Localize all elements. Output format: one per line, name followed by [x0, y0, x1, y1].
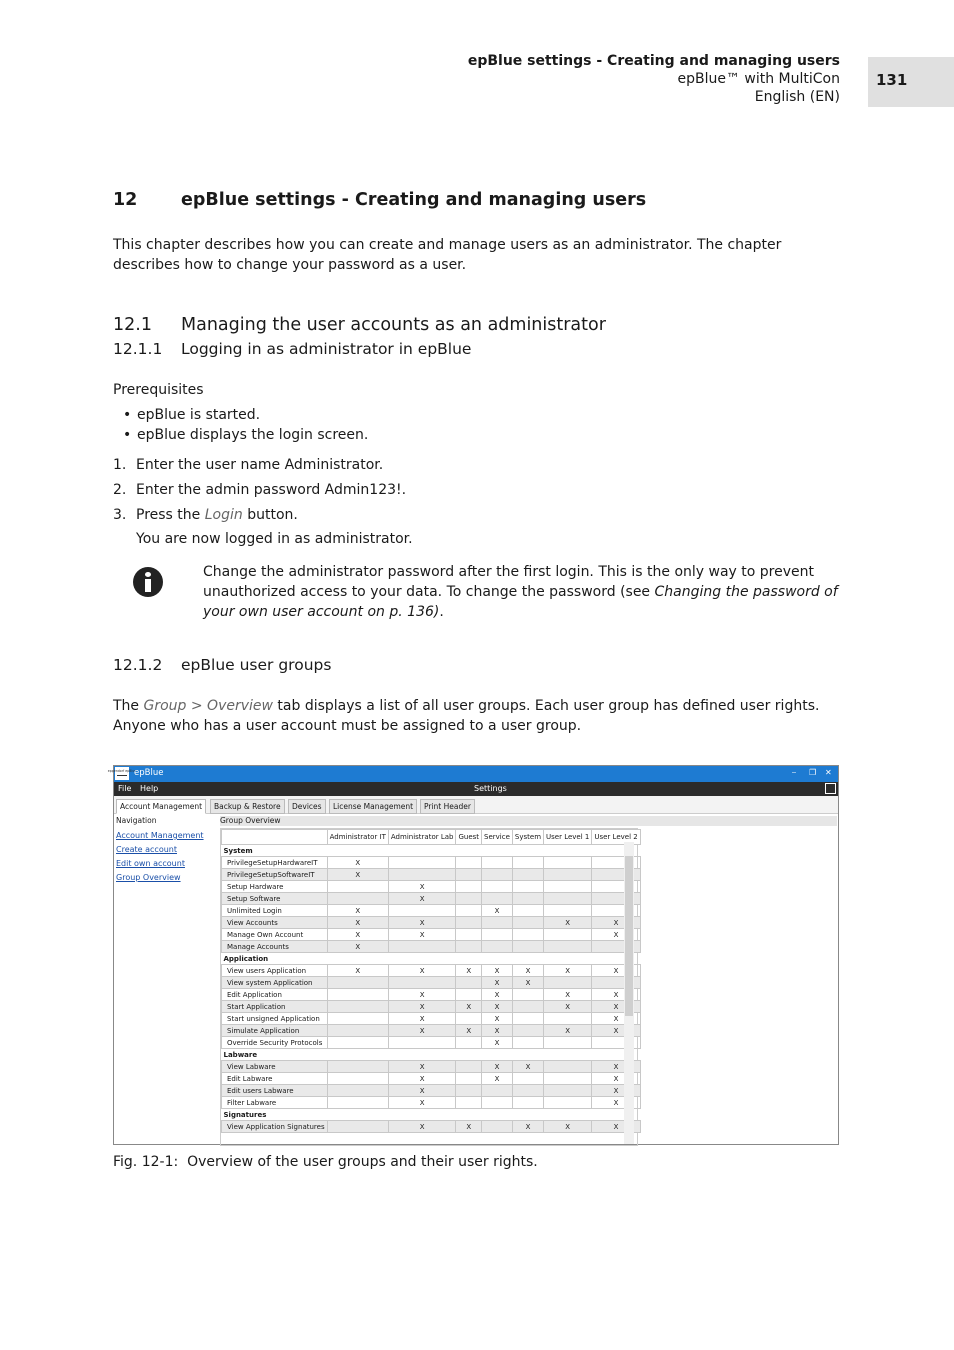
right-cell: [456, 1061, 482, 1073]
right-cell: X: [482, 905, 513, 917]
right-cell: [482, 1085, 513, 1097]
section-row: [222, 953, 641, 965]
right-cell: [482, 869, 513, 881]
right-cell: X: [388, 1085, 456, 1097]
logo-rule: [117, 775, 127, 776]
right-cell: X: [592, 1025, 640, 1037]
right-cell: [456, 1073, 482, 1085]
section-label: Signatures: [223, 1110, 267, 1119]
right-cell: X: [482, 1073, 513, 1085]
right-cell: [327, 1121, 388, 1133]
right-label: PrivilegeSetupHardwareIT: [222, 857, 328, 869]
section-label: System: [223, 846, 253, 855]
right-cell: X: [592, 965, 640, 977]
table-row: [222, 929, 641, 941]
right-cell: X: [482, 1013, 513, 1025]
right-cell: X: [592, 917, 640, 929]
column-header[interactable]: User Level 1: [544, 830, 592, 845]
section-number: 12.1.1: [113, 340, 163, 358]
prerequisites-label: Prerequisites: [113, 382, 204, 398]
right-cell: [512, 1013, 543, 1025]
bullet-text: epBlue displays the login screen.: [137, 427, 369, 443]
bullet-text: epBlue is started.: [137, 407, 261, 423]
tab-license-management[interactable]: License Management: [329, 799, 417, 814]
table-row: [222, 1121, 641, 1133]
right-cell: [456, 941, 482, 953]
right-cell: X: [456, 1121, 482, 1133]
settings-title: Settings: [474, 784, 507, 793]
scrollbar-thumb[interactable]: [625, 856, 633, 1016]
right-label: Setup Software: [222, 893, 328, 905]
close-icon[interactable]: ✕: [825, 768, 832, 777]
column-header[interactable]: Guest: [456, 830, 482, 845]
right-cell: X: [592, 1001, 640, 1013]
table-row: [222, 989, 641, 1001]
tab-devices[interactable]: Devices: [288, 799, 326, 814]
column-header[interactable]: System: [512, 830, 543, 845]
right-cell: [512, 893, 543, 905]
right-cell: X: [327, 929, 388, 941]
table-row: [222, 1001, 641, 1013]
app-title: epBlue: [134, 768, 164, 778]
table-scrollbar[interactable]: [624, 842, 634, 1144]
group-overview-ref: Group > Overview: [143, 698, 273, 714]
right-cell: X: [327, 965, 388, 977]
right-cell: [512, 941, 543, 953]
right-cell: [482, 917, 513, 929]
right-cell: X: [482, 965, 513, 977]
tab-backup-restore[interactable]: Backup & Restore: [210, 799, 285, 814]
right-cell: [327, 1061, 388, 1073]
table-row: [222, 905, 641, 917]
right-cell: X: [482, 1025, 513, 1037]
step-text: button.: [242, 507, 298, 523]
right-cell: [456, 977, 482, 989]
right-label: Manage Accounts: [222, 941, 328, 953]
chapter-title: epBlue settings - Creating and managing users: [181, 190, 647, 210]
table-row: [222, 1085, 641, 1097]
right-cell: X: [327, 857, 388, 869]
right-label: Unlimited Login: [222, 905, 328, 917]
section-title: Logging in as administrator in epBlue: [181, 340, 472, 358]
right-cell: [388, 977, 456, 989]
table-row: [222, 881, 641, 893]
right-cell: [388, 941, 456, 953]
table-row: [222, 1013, 641, 1025]
step-2: 2. Enter the admin password Admin123!.: [113, 482, 407, 498]
table-row: [222, 1061, 641, 1073]
right-cell: X: [482, 1001, 513, 1013]
right-cell: X: [592, 1085, 640, 1097]
right-cell: X: [388, 893, 456, 905]
figure-caption: [113, 1154, 538, 1170]
right-cell: [544, 869, 592, 881]
right-cell: [456, 1037, 482, 1049]
running-header: [468, 52, 840, 106]
right-cell: X: [544, 917, 592, 929]
right-cell: [327, 1085, 388, 1097]
right-cell: [456, 869, 482, 881]
step-text: Enter the admin password Admin123!.: [136, 482, 407, 498]
right-cell: [456, 1013, 482, 1025]
section-12-1-1-heading: [113, 340, 471, 358]
right-cell: X: [512, 965, 543, 977]
right-cell: [512, 1085, 543, 1097]
right-label: View Labware: [222, 1061, 328, 1073]
right-cell: X: [544, 1025, 592, 1037]
right-cell: [456, 857, 482, 869]
right-cell: [512, 1037, 543, 1049]
rights-table: [221, 829, 641, 1133]
right-label: PrivilegeSetupSoftwareIT: [222, 869, 328, 881]
right-cell: [456, 905, 482, 917]
right-cell: X: [592, 989, 640, 1001]
right-cell: X: [592, 1073, 640, 1085]
right-label: Edit Application: [222, 989, 328, 1001]
section-12-1-2-heading: [113, 656, 331, 674]
right-cell: [482, 1121, 513, 1133]
right-cell: [327, 881, 388, 893]
right-cell: [544, 977, 592, 989]
caption-label: Fig. 12-1:: [113, 1154, 179, 1170]
right-cell: [327, 1073, 388, 1085]
right-cell: [544, 941, 592, 953]
table-row: [222, 965, 641, 977]
section-row: [222, 1049, 641, 1061]
section-12-1-heading: [113, 315, 606, 335]
column-header[interactable]: Administrator Lab: [388, 830, 456, 845]
right-cell: [512, 881, 543, 893]
right-cell: [512, 905, 543, 917]
right-cell: [544, 1037, 592, 1049]
right-cell: [327, 1013, 388, 1025]
right-cell: X: [482, 1037, 513, 1049]
right-cell: [327, 893, 388, 905]
right-cell: X: [327, 941, 388, 953]
table-row: [222, 1025, 641, 1037]
right-cell: X: [327, 869, 388, 881]
nav-edit-own-account[interactable]: Edit own account: [116, 859, 185, 868]
right-cell: [482, 857, 513, 869]
right-cell: [456, 989, 482, 1001]
right-cell: [456, 917, 482, 929]
right-cell: [512, 869, 543, 881]
right-cell: X: [327, 917, 388, 929]
menu-file[interactable]: File: [118, 784, 132, 793]
right-cell: X: [482, 977, 513, 989]
right-cell: X: [592, 1121, 640, 1133]
step-result: You are now logged in as administrator.: [136, 531, 413, 547]
right-cell: [544, 1073, 592, 1085]
right-cell: X: [544, 989, 592, 1001]
section-row: [222, 1109, 641, 1121]
restore-icon[interactable]: ❐: [809, 768, 817, 777]
right-cell: [544, 1097, 592, 1109]
right-cell: X: [388, 1001, 456, 1013]
right-cell: X: [456, 965, 482, 977]
login-button-ref: Login: [204, 507, 243, 523]
right-label: Simulate Application: [222, 1025, 328, 1037]
right-label: Manage Own Account: [222, 929, 328, 941]
right-cell: X: [327, 905, 388, 917]
right-cell: [388, 857, 456, 869]
right-cell: X: [482, 1061, 513, 1073]
right-cell: [512, 1025, 543, 1037]
header-cell: [222, 830, 328, 845]
section-label: Application: [223, 954, 269, 963]
navigation-heading: Navigation: [116, 816, 157, 825]
bullet-item: • epBlue displays the login screen.: [123, 427, 369, 443]
right-label: Edit users Labware: [222, 1085, 328, 1097]
table-header-row: [222, 830, 641, 845]
right-cell: X: [388, 1097, 456, 1109]
right-cell: X: [592, 1097, 640, 1109]
right-cell: X: [388, 1025, 456, 1037]
table-row: [222, 977, 641, 989]
right-cell: [544, 857, 592, 869]
para-text: The: [113, 698, 144, 714]
right-label: View users Application: [222, 965, 328, 977]
right-label: Start unsigned Application: [222, 1013, 328, 1025]
right-cell: X: [388, 1013, 456, 1025]
right-cell: [512, 1001, 543, 1013]
menu-bar: [114, 782, 838, 796]
logo-text: eppendorf epBlue: [107, 769, 137, 773]
right-cell: X: [592, 929, 640, 941]
right-cell: X: [388, 989, 456, 1001]
right-cell: [482, 941, 513, 953]
right-cell: [544, 893, 592, 905]
right-label: Edit Labware: [222, 1073, 328, 1085]
rights-table-container: [220, 828, 638, 1146]
right-cell: X: [544, 965, 592, 977]
table-row: [222, 1037, 641, 1049]
right-cell: [327, 1001, 388, 1013]
right-cell: [512, 1073, 543, 1085]
menu-help[interactable]: Help: [140, 784, 159, 793]
right-cell: [512, 929, 543, 941]
step-text: Enter the user name Administrator.: [136, 457, 384, 473]
navigation-panel: [116, 816, 216, 887]
right-cell: X: [388, 1121, 456, 1133]
right-label: Override Security Protocols: [222, 1037, 328, 1049]
section-number: 12.1.2: [113, 656, 163, 674]
right-cell: X: [592, 1013, 640, 1025]
caption-text: Overview of the user groups and their user rights.: [187, 1154, 538, 1170]
info-icon: [133, 567, 163, 597]
note-link[interactable]: Changing the password of your own user account on p. 136): [203, 584, 838, 620]
right-cell: X: [388, 929, 456, 941]
right-cell: X: [512, 1061, 543, 1073]
table-row: [222, 893, 641, 905]
right-cell: [512, 917, 543, 929]
right-cell: X: [456, 1025, 482, 1037]
minimize-icon[interactable]: ⎯: [792, 768, 796, 777]
column-header[interactable]: User Level 2: [592, 830, 640, 845]
eppendorf-logo-mark: [107, 767, 137, 780]
right-cell: [544, 1061, 592, 1073]
right-cell: [544, 905, 592, 917]
right-cell: [544, 881, 592, 893]
nav-create-account[interactable]: Create account: [116, 845, 177, 854]
right-label: Filter Labware: [222, 1097, 328, 1109]
right-cell: [544, 1013, 592, 1025]
app-titlebar: [107, 766, 838, 782]
section-label: Labware: [223, 1050, 258, 1059]
right-label: View Application Signatures: [222, 1121, 328, 1133]
right-cell: [456, 1097, 482, 1109]
right-cell: X: [388, 881, 456, 893]
right-cell: [482, 929, 513, 941]
right-cell: [512, 857, 543, 869]
right-label: Start Application: [222, 1001, 328, 1013]
right-cell: [327, 1037, 388, 1049]
right-cell: [456, 1085, 482, 1097]
right-cell: [456, 929, 482, 941]
right-cell: X: [544, 1121, 592, 1133]
chapter-intro: This chapter describes how you can create and manage users as an administrator. The chapter describes how to change your password as a user.: [113, 237, 782, 273]
section-number: 12.1: [113, 315, 152, 335]
note-text: .: [439, 604, 444, 620]
right-label: View Accounts: [222, 917, 328, 929]
step-1: 1. Enter the user name Administrator.: [113, 457, 384, 473]
panel-icon[interactable]: [825, 783, 836, 794]
table-row: [222, 857, 641, 869]
section-title: Managing the user accounts as an administrator: [181, 315, 606, 335]
right-cell: [388, 869, 456, 881]
section-title: epBlue user groups: [181, 656, 332, 674]
right-cell: X: [512, 977, 543, 989]
nav-group-overview[interactable]: Group Overview: [116, 873, 181, 882]
right-cell: X: [456, 1001, 482, 1013]
group-overview-heading: Group Overview: [220, 816, 837, 826]
right-label: Setup Hardware: [222, 881, 328, 893]
right-cell: [456, 881, 482, 893]
right-cell: X: [544, 1001, 592, 1013]
right-cell: [512, 1097, 543, 1109]
right-cell: X: [388, 1073, 456, 1085]
right-cell: [544, 929, 592, 941]
para-text: tab displays a list of all user groups. Each user group has defined user rights. Anyone who has a user account must be assigned to a user group.: [113, 698, 820, 734]
groups-paragraph: [113, 696, 843, 736]
tab-account-management[interactable]: Account Management: [116, 799, 206, 814]
epblue-settings-screenshot: [107, 765, 839, 1145]
right-cell: X: [388, 1061, 456, 1073]
right-cell: X: [592, 1061, 640, 1073]
bullet-item: • epBlue is started.: [123, 407, 261, 423]
table-row: [222, 941, 641, 953]
right-cell: X: [388, 917, 456, 929]
chapter-heading: [113, 190, 646, 210]
right-cell: [482, 881, 513, 893]
right-cell: [327, 977, 388, 989]
right-label: View system Application: [222, 977, 328, 989]
table-row: [222, 917, 641, 929]
right-cell: [544, 1085, 592, 1097]
header-title: epBlue settings - Creating and managing users: [467, 53, 840, 69]
note-text: Change the administrator password after the first login. This is the only way to prevent unauthorized access to your data. To change the password (see: [203, 564, 814, 600]
right-cell: [456, 893, 482, 905]
right-cell: [512, 989, 543, 1001]
settings-tabs: [114, 796, 838, 814]
right-cell: [327, 989, 388, 1001]
right-cell: [327, 1025, 388, 1037]
header-language: English (EN): [754, 89, 840, 105]
step-3: 3. Press the Login button.: [113, 507, 298, 523]
table-row: [222, 869, 641, 881]
header-product: epBlue™ with MultiCon: [677, 71, 840, 87]
tab-print-header[interactable]: Print Header: [420, 799, 475, 814]
section-row: [222, 845, 641, 857]
right-cell: [388, 905, 456, 917]
right-cell: [327, 1097, 388, 1109]
nav-account-management[interactable]: Account Management: [116, 831, 204, 840]
right-cell: X: [388, 965, 456, 977]
page-number: 131: [868, 57, 954, 107]
right-cell: [482, 1097, 513, 1109]
table-row: [222, 1097, 641, 1109]
info-note: [203, 562, 843, 622]
column-header[interactable]: Administrator IT: [327, 830, 388, 845]
step-text: Press the: [136, 507, 205, 523]
eppendorf-logo: [107, 767, 137, 780]
table-row: [222, 1073, 641, 1085]
right-cell: [482, 893, 513, 905]
chapter-number: 12: [113, 190, 138, 210]
right-cell: [388, 1037, 456, 1049]
column-header[interactable]: Service: [482, 830, 513, 845]
right-cell: X: [482, 989, 513, 1001]
right-cell: X: [512, 1121, 543, 1133]
